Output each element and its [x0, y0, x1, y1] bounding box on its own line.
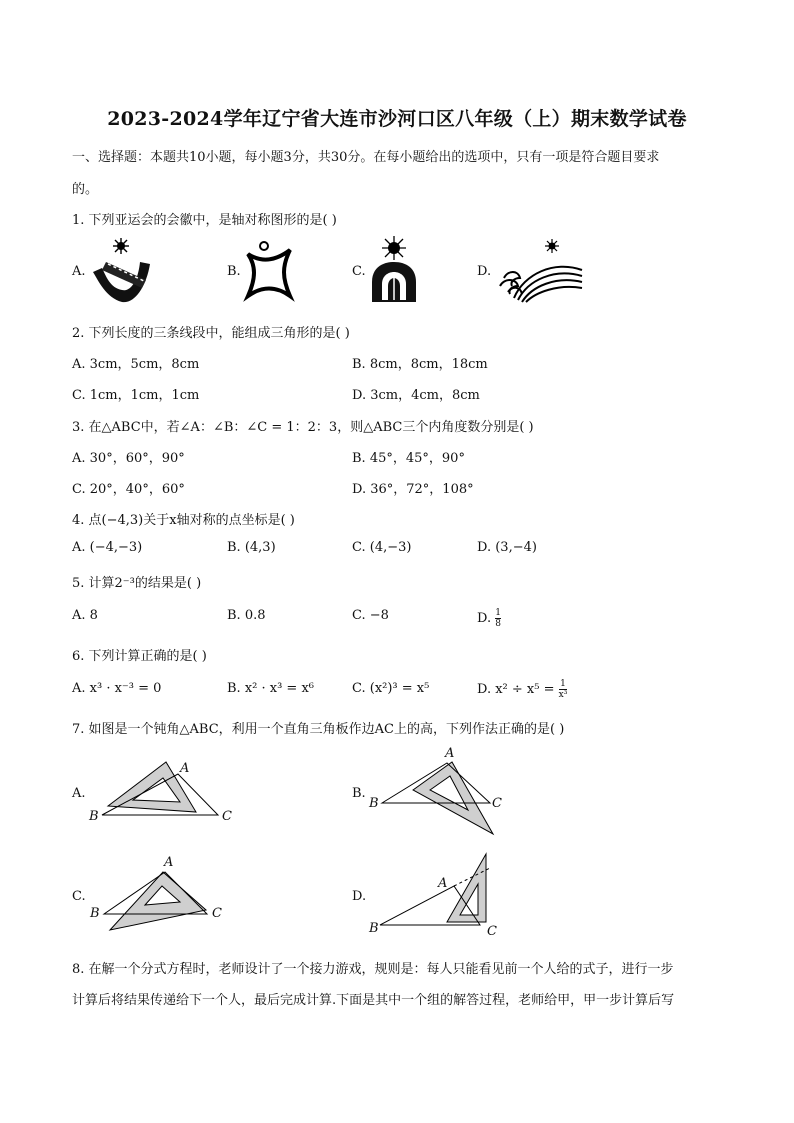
fig-c-vertex-b: B: [90, 906, 100, 921]
q5-option-a: A. 8: [72, 608, 98, 623]
q3-option-c: C. 20°，40°，60°: [72, 482, 185, 497]
q2-option-a: A. 3cm，5cm，8cm: [72, 357, 200, 372]
q4-option-b: B. (4,3): [227, 540, 276, 555]
q6-stem: 6. 下列计算正确的是( ): [72, 649, 207, 664]
q7-stem: 7. 如图是一个钝角△ABC，利用一个直角三角板作边AC上的高，下列作法正确的是( ): [72, 722, 565, 737]
fig-d-vertex-c: C: [487, 924, 497, 939]
q2-option-d: D. 3cm，4cm，8cm: [352, 388, 480, 403]
q2-option-b: B. 8cm，8cm，18cm: [352, 357, 488, 372]
q7-option-a-label: A.: [72, 786, 86, 801]
q6-option-c: C. (x²)³ = x⁵: [352, 681, 430, 696]
q1-option-b-label: B.: [227, 264, 241, 279]
q5-option-b: B. 0.8: [227, 608, 266, 623]
section-instruction-line1: 一、选择题：本题共10小题，每小题3分，共30分。在每小题给出的选项中，只有一项是符合题目要求: [72, 150, 660, 165]
q3-option-a: A. 30°，60°，90°: [72, 451, 185, 466]
q7-option-d-label: D.: [352, 889, 367, 904]
q5-frac-numerator: 1: [495, 608, 501, 618]
q3-option-d: D. 36°，72°，108°: [352, 482, 474, 497]
q5-frac-denominator: 8: [495, 619, 501, 629]
q1-stem: 1. 下列亚运会的会徽中，是轴对称图形的是( ): [72, 213, 337, 228]
q5-stem: 5. 计算2⁻³的结果是( ): [72, 576, 202, 591]
q3-option-b: B. 45°，45°，90°: [352, 451, 465, 466]
fig-a-vertex-a: A: [180, 761, 190, 776]
q8-stem-line2: 计算后将结果传递给下一个人，最后完成计算.下面是其中一个组的解答过程，老师给甲，甲一步计算后写: [72, 993, 675, 1008]
q1-option-c-label: C.: [352, 264, 366, 279]
q6-option-b: B. x² · x³ = x⁶: [227, 681, 315, 696]
q5-option-d-label: D.: [477, 611, 492, 626]
q1-option-a-label: A.: [72, 264, 86, 279]
fig-c-vertex-c: C: [212, 906, 222, 921]
q6-option-a: A. x³ · x⁻³ = 0: [72, 681, 162, 696]
fig-c-vertex-a: A: [164, 855, 174, 870]
fig-b-vertex-c: C: [492, 796, 502, 811]
fig-a-vertex-b: B: [89, 809, 99, 824]
section-instruction-line2: 的。: [72, 182, 99, 197]
q4-stem: 4. 点(−4,3)关于x轴对称的点坐标是( ): [72, 513, 295, 528]
q6-frac-numerator: 1: [560, 679, 566, 689]
q7-option-b-label: B.: [352, 786, 366, 801]
q6-frac-denominator: x³: [558, 690, 568, 700]
q1-option-d-label: D.: [477, 264, 492, 279]
fig-d-vertex-a: A: [438, 876, 448, 891]
q4-option-c: C. (4,−3): [352, 540, 412, 555]
q6-option-d-label: D. x² ÷ x⁵ =: [477, 682, 555, 697]
fig-b-vertex-a: A: [445, 746, 455, 761]
q5-option-c: C. −8: [352, 608, 389, 623]
q3-stem: 3. 在△ABC中，若∠A：∠B：∠C = 1：2：3，则△ABC三个内角度数分别是( ): [72, 420, 534, 435]
page-title: 2023-2024学年辽宁省大连市沙河口区八年级（上）期末数学试卷: [107, 108, 687, 130]
q2-option-c: C. 1cm，1cm，1cm: [72, 388, 200, 403]
q4-option-d: D. (3,−4): [477, 540, 537, 555]
q2-stem: 2. 下列长度的三条线段中，能组成三角形的是( ): [72, 326, 350, 341]
q8-stem-line1: 8. 在解一个分式方程时，老师设计了一个接力游戏，规则是：每人只能看见前一个人给的式子，进行一步: [72, 962, 674, 977]
q4-option-a: A. (−4,−3): [72, 540, 143, 555]
fig-a-vertex-c: C: [222, 809, 232, 824]
q7-option-c-label: C.: [72, 889, 86, 904]
fig-b-vertex-b: B: [369, 796, 379, 811]
fig-d-vertex-b: B: [369, 921, 379, 936]
